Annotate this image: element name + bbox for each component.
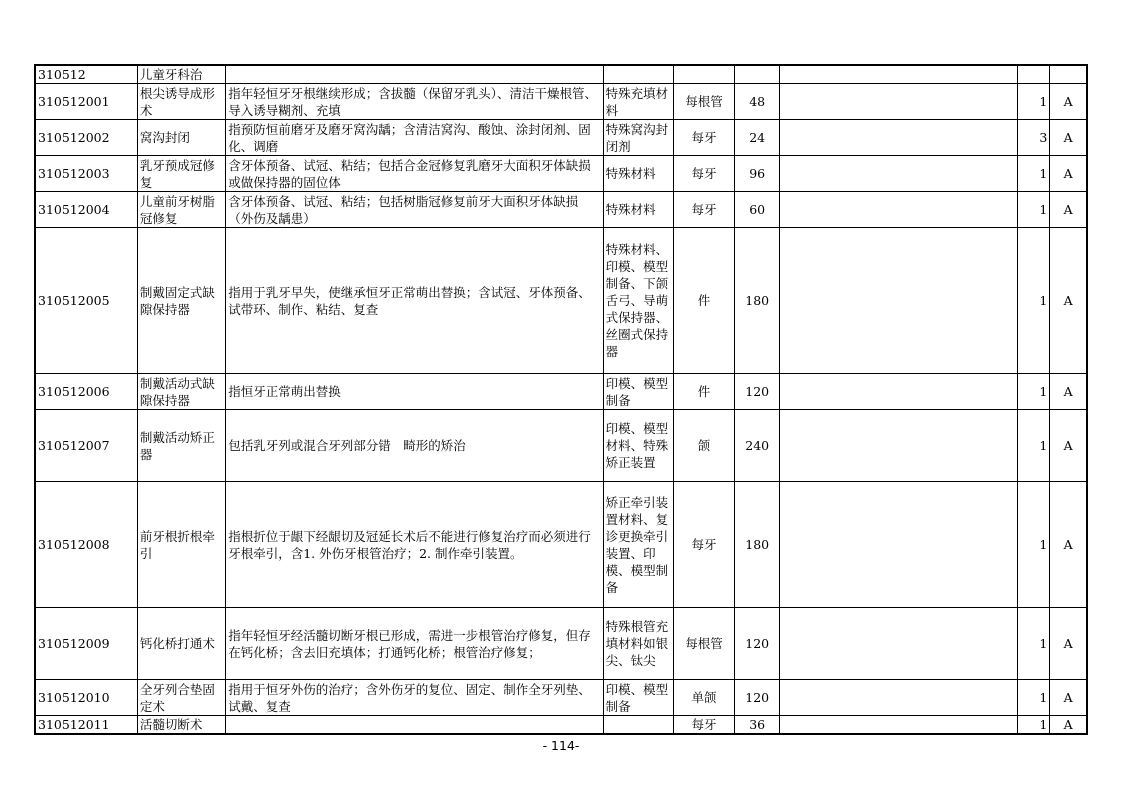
- item-unit: 件: [673, 228, 734, 374]
- item-note: [780, 482, 1018, 608]
- item-unit: 件: [673, 374, 734, 410]
- item-level: 1: [1018, 716, 1050, 735]
- item-level: [1018, 65, 1050, 84]
- item-note: [780, 680, 1018, 716]
- item-unit: 每根管: [673, 84, 734, 120]
- item-content: 指用于乳牙早失，使继承恒牙正常萌出替换；含试冠、牙体预备、试带环、制作、粘结、复查: [226, 228, 603, 374]
- item-name: 根尖诱导成形术: [137, 84, 225, 120]
- fee-schedule-table: [34, 64, 1088, 735]
- item-note: [780, 374, 1018, 410]
- item-level: 1: [1018, 680, 1050, 716]
- item-category: A: [1050, 228, 1087, 374]
- item-exclusions: 特殊材料: [603, 156, 673, 192]
- table-row: [35, 716, 1087, 735]
- item-code: 310512: [35, 65, 137, 84]
- item-name: 活髓切断术: [137, 716, 225, 735]
- table-row: [35, 680, 1087, 716]
- item-category: A: [1050, 608, 1087, 680]
- item-content: 含牙体预备、试冠、粘结；包括合金冠修复乳磨牙大面积牙体缺损或做保持器的固位体: [226, 156, 603, 192]
- item-content: [226, 65, 603, 84]
- item-code: 310512007: [35, 410, 137, 482]
- item-note: [780, 65, 1018, 84]
- item-level: 3: [1018, 120, 1050, 156]
- fee-table-body: [35, 65, 1087, 734]
- table-row: [35, 192, 1087, 228]
- item-code: 310512002: [35, 120, 137, 156]
- item-level: 1: [1018, 410, 1050, 482]
- item-exclusions: 印模、模型材料、特殊矫正装置: [603, 410, 673, 482]
- item-name: 钙化桥打通术: [137, 608, 225, 680]
- item-name: 全牙列合垫固定术: [137, 680, 225, 716]
- item-price: 120: [735, 680, 780, 716]
- item-exclusions: [603, 716, 673, 735]
- item-note: [780, 716, 1018, 735]
- item-price: 48: [735, 84, 780, 120]
- item-code: 310512010: [35, 680, 137, 716]
- item-level: 1: [1018, 84, 1050, 120]
- item-code: 310512006: [35, 374, 137, 410]
- table-row: [35, 608, 1087, 680]
- table-row: [35, 156, 1087, 192]
- item-category: A: [1050, 120, 1087, 156]
- item-price: 180: [735, 482, 780, 608]
- item-exclusions: 印模、模型制备: [603, 680, 673, 716]
- item-unit: 颌: [673, 410, 734, 482]
- item-exclusions: 矫正牵引装置材料、复诊更换牵引装置、印模、模型制备: [603, 482, 673, 608]
- item-content: 指根折位于龈下经龈切及冠延长术后不能进行修复治疗而必须进行牙根牵引，含1. 外伤牙根管治疗；2. 制作牵引装置。: [226, 482, 603, 608]
- item-level: 1: [1018, 228, 1050, 374]
- page-number: - 114-: [542, 738, 580, 753]
- table-row: [35, 374, 1087, 410]
- item-category: A: [1050, 156, 1087, 192]
- item-level: 1: [1018, 374, 1050, 410]
- item-note: [780, 410, 1018, 482]
- item-price: 240: [735, 410, 780, 482]
- table-row: [35, 65, 1087, 84]
- item-unit: 每牙: [673, 192, 734, 228]
- item-code: 310512003: [35, 156, 137, 192]
- item-name: 乳牙预成冠修复: [137, 156, 225, 192]
- item-name: 制戴活动式缺隙保持器: [137, 374, 225, 410]
- item-price: 60: [735, 192, 780, 228]
- item-category: A: [1050, 84, 1087, 120]
- item-code: 310512008: [35, 482, 137, 608]
- item-level: 1: [1018, 482, 1050, 608]
- item-content: 指恒牙正常萌出替换: [226, 374, 603, 410]
- item-category: A: [1050, 716, 1087, 735]
- item-level: 1: [1018, 192, 1050, 228]
- table-row: [35, 410, 1087, 482]
- table-row: [35, 120, 1087, 156]
- item-category: A: [1050, 482, 1087, 608]
- item-name: 窝沟封闭: [137, 120, 225, 156]
- item-exclusions: 特殊材料: [603, 192, 673, 228]
- item-unit: 单颌: [673, 680, 734, 716]
- item-price: 96: [735, 156, 780, 192]
- item-price: 120: [735, 374, 780, 410]
- item-category: A: [1050, 410, 1087, 482]
- item-level: 1: [1018, 608, 1050, 680]
- item-content: [226, 716, 603, 735]
- item-unit: 每牙: [673, 120, 734, 156]
- item-note: [780, 608, 1018, 680]
- item-note: [780, 192, 1018, 228]
- item-name: 儿童前牙树脂冠修复: [137, 192, 225, 228]
- item-category: A: [1050, 192, 1087, 228]
- item-level: 1: [1018, 156, 1050, 192]
- item-exclusions: 特殊窝沟封闭剂: [603, 120, 673, 156]
- item-note: [780, 120, 1018, 156]
- item-price: 36: [735, 716, 780, 735]
- item-note: [780, 156, 1018, 192]
- item-code: 310512009: [35, 608, 137, 680]
- table-row: [35, 482, 1087, 608]
- item-content: 指年轻恒牙牙根继续形成；含拔髓（保留牙乳头）、清洁干燥根管、导入诱导糊剂、充填: [226, 84, 603, 120]
- item-note: [780, 228, 1018, 374]
- item-unit: 每根管: [673, 608, 734, 680]
- item-unit: 每牙: [673, 482, 734, 608]
- item-category: [1050, 65, 1087, 84]
- item-price: [735, 65, 780, 84]
- item-exclusions: 特殊材料、印模、模型制备、下颌舌弓、导萌式保持器、丝圈式保持器: [603, 228, 673, 374]
- item-unit: 每牙: [673, 716, 734, 735]
- item-content: 包括乳牙列或混合牙列部分错 畸形的矫治: [226, 410, 603, 482]
- item-code: 310512005: [35, 228, 137, 374]
- item-name: 制戴固定式缺隙保持器: [137, 228, 225, 374]
- item-code: 310512004: [35, 192, 137, 228]
- item-name: 制戴活动矫正器: [137, 410, 225, 482]
- item-exclusions: 特殊根管充填材料如银尖、钛尖: [603, 608, 673, 680]
- item-content: 指用于恒牙外伤的治疗；含外伤牙的复位、固定、制作全牙列垫、试戴、复查: [226, 680, 603, 716]
- item-code: 310512001: [35, 84, 137, 120]
- item-name: 前牙根折根牵引: [137, 482, 225, 608]
- table-row: [35, 84, 1087, 120]
- item-category: A: [1050, 680, 1087, 716]
- item-price: 24: [735, 120, 780, 156]
- item-price: 120: [735, 608, 780, 680]
- item-exclusions: [603, 65, 673, 84]
- item-exclusions: 印模、模型制备: [603, 374, 673, 410]
- item-note: [780, 84, 1018, 120]
- item-code: 310512011: [35, 716, 137, 735]
- item-content: 指预防恒前磨牙及磨牙窝沟龋；含清洁窝沟、酸蚀、涂封闭剂、固化、调磨: [226, 120, 603, 156]
- item-exclusions: 特殊充填材料: [603, 84, 673, 120]
- table-row: [35, 228, 1087, 374]
- item-price: 180: [735, 228, 780, 374]
- item-unit: [673, 65, 734, 84]
- item-content: 指年轻恒牙经活髓切断牙根已形成，需进一步根管治疗修复，但存在钙化桥；含去旧充填体；打通钙化桥；根管治疗修复；: [226, 608, 603, 680]
- item-unit: 每牙: [673, 156, 734, 192]
- item-name: 儿童牙科治: [137, 65, 225, 84]
- item-category: A: [1050, 374, 1087, 410]
- item-content: 含牙体预备、试冠、粘结；包括树脂冠修复前牙大面积牙体缺损（外伤及龋患）: [226, 192, 603, 228]
